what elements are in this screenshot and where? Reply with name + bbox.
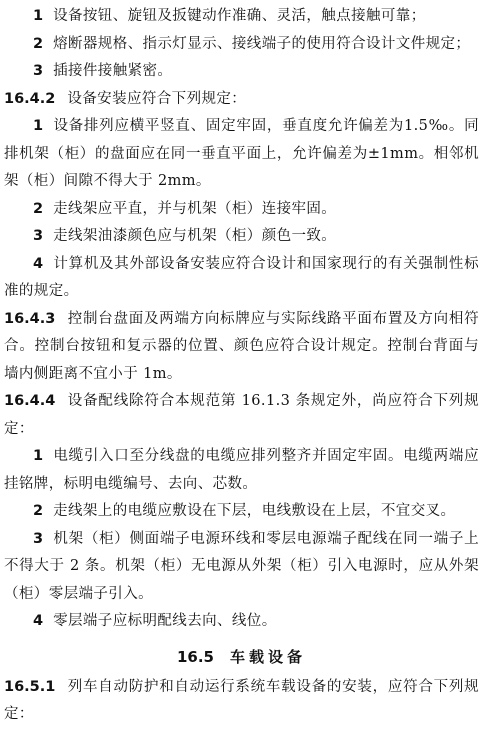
item-text: 设备按钮、旋钮及扳键动作准确、灵活，触点接触可靠；	[53, 8, 426, 24]
item-text: 电缆引入口至分线盘的电缆应排列整齐并固定牢固。电缆两端应挂铭牌，标明电缆编号、去向、芯数。	[4, 448, 479, 492]
item-text: 插接件接触紧密。	[53, 63, 173, 79]
clause-16-4-2	[4, 86, 479, 114]
list-item	[4, 196, 479, 224]
item-number: 2	[33, 503, 44, 519]
list-item	[4, 113, 479, 196]
clause-16-4-4	[4, 388, 479, 443]
section-heading	[4, 642, 479, 672]
clause-16-5-1	[4, 674, 479, 729]
section-title: 车载设备	[230, 647, 307, 666]
clause-16-4-3	[4, 306, 479, 389]
item-number: 4	[33, 613, 44, 629]
clause-text: 设备配线除符合本规范第 16.1.3 条规定外，尚应符合下列规定：	[4, 393, 479, 437]
item-text: 走线架油漆颜色应与机架（柜）颜色一致。	[53, 228, 337, 244]
list-item	[4, 58, 479, 86]
item-text: 走线架上的电缆应敷设在下层，电线敷设在上层，不宜交叉。	[53, 503, 456, 519]
list-item	[4, 251, 479, 306]
clause-text: 列车自动防护和自动运行系统车载设备的安装，应符合下列规定：	[4, 678, 479, 722]
list-item	[4, 443, 479, 498]
item-number: 3	[33, 228, 44, 244]
list-item	[4, 608, 479, 636]
list-item	[4, 3, 479, 31]
list-item	[4, 223, 479, 251]
item-text: 零层端子应标明配线去向、线位。	[53, 613, 277, 629]
item-number: 2	[33, 200, 44, 217]
clause-text: 设备安装应符合下列规定：	[67, 90, 247, 107]
list-item	[4, 498, 479, 526]
list-item	[4, 526, 479, 609]
clause-number: 16.4.2	[4, 90, 56, 107]
item-number: 3	[33, 63, 44, 79]
item-text: 走线架应平直，并与机架（柜）连接牢固。	[53, 200, 337, 217]
item-text: 设备排列应横平竖直、固定牢固，垂直度允许偏差为1.5‰。同排机架（柜）的盘面应在同一垂直平面上，允许偏差为±1mm。相邻机架（柜）间隙不得大于 2mm。	[4, 118, 479, 189]
item-number: 4	[33, 255, 44, 272]
clause-number: 16.5.1	[4, 678, 56, 695]
clause-text: 控制台盘面及两端方向标牌应与实际线路平面布置及方向相符合。控制台按钮和复示器的位置、颜色应符合设计规定。控制台背面与墙内侧距离不宜小于 1m。	[4, 310, 479, 382]
item-number: 1	[33, 448, 44, 464]
item-text: 计算机及其外部设备安装应符合设计和国家现行的有关强制性标准的规定。	[4, 255, 479, 299]
item-number: 2	[33, 35, 44, 52]
clause-number: 16.4.3	[4, 310, 56, 327]
list-item	[4, 31, 479, 59]
clause-number: 16.4.4	[4, 393, 56, 409]
item-text: 机架（柜）侧面端子电源环线和零层电源端子配线在同一端子上不得大于 2 条。机架（柜）无电源从外架（柜）引入电源时，应从外架（柜）零层端子引入。	[4, 530, 479, 602]
item-text: 熔断器规格、指示灯显示、接线端子的使用符合设计文件规定；	[53, 35, 471, 52]
item-number: 1	[33, 118, 44, 134]
item-number: 3	[33, 530, 44, 547]
section-number: 16.5	[176, 647, 214, 666]
item-number: 1	[33, 8, 44, 24]
